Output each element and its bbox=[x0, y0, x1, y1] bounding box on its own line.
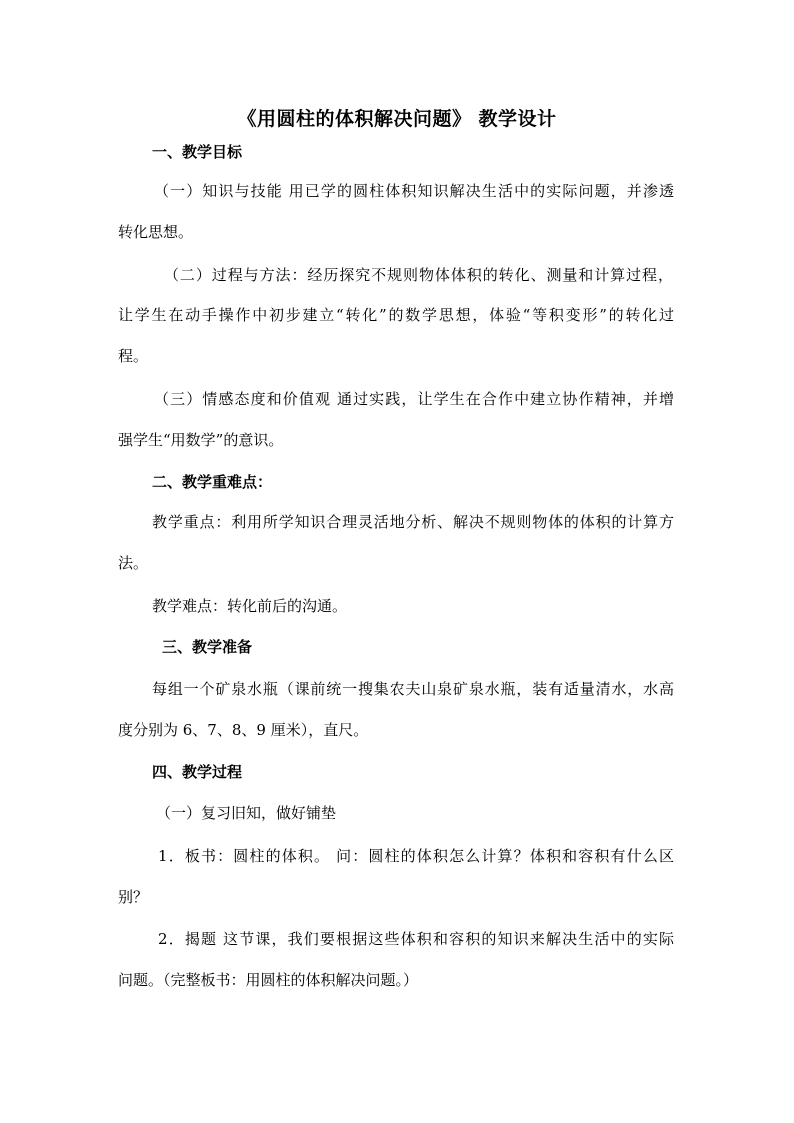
section-heading-objectives: 一、教学目标 bbox=[152, 143, 243, 161]
goal1-line2: 转化思想。 bbox=[118, 223, 194, 241]
goal2-line2: 让学生在动手操作中初步建立“转化”的数学思想，体验“等积变形”的转化过 bbox=[118, 306, 674, 324]
section-heading-preparation: 三、教学准备 bbox=[162, 638, 253, 656]
document-title: 《用圆柱的体积解决问题》 教学设计 bbox=[237, 108, 557, 130]
process-item2-line1: 2．揭题 这节课，我们要根据这些体积和容积的知识来解决生活中的实际 bbox=[158, 930, 674, 948]
process-subheading: （一）复习旧知，做好铺垫 bbox=[156, 804, 337, 822]
goal3-line2: 强学生“用数学”的意识。 bbox=[118, 431, 284, 449]
section-heading-process: 四、教学过程 bbox=[152, 763, 243, 781]
section-heading-key-points: 二、教学重难点： bbox=[152, 473, 273, 491]
process-item1-line1: 1．板书：圆柱的体积。 问：圆柱的体积怎么计算？体积和容积有什么区 bbox=[158, 847, 674, 865]
process-item1-line2: 别？ bbox=[118, 888, 149, 906]
goal3-line1: （三）情感态度和价值观 通过实践，让学生在合作中建立协作精神，并增 bbox=[154, 390, 674, 408]
goal1-line1: （一）知识与技能 用已学的圆柱体积知识解决生活中的实际问题，并渗透 bbox=[154, 182, 674, 200]
process-item2-line2: 问题。（完整板书：用圆柱的体积解决问题。） bbox=[118, 971, 419, 989]
goal2-line1: （二）过程与方法：经历探究不规则物体体积的转化、测量和计算过程， bbox=[164, 266, 673, 284]
key-point-line1: 教学重点：利用所学知识合理灵活地分析、解决不规则物体的体积的计算方 bbox=[152, 513, 674, 531]
preparation-line1: 每组一个矿泉水瓶（课前统一搜集农夫山泉矿泉水瓶，装有适量清水，水高 bbox=[152, 680, 674, 698]
goal2-line3: 程。 bbox=[118, 347, 149, 365]
preparation-line2: 度分别为 6、7、8、9 厘米），直尺。 bbox=[118, 721, 369, 739]
key-point-line2: 法。 bbox=[118, 554, 149, 572]
difficult-point: 教学难点：转化前后的沟通。 bbox=[152, 597, 348, 615]
